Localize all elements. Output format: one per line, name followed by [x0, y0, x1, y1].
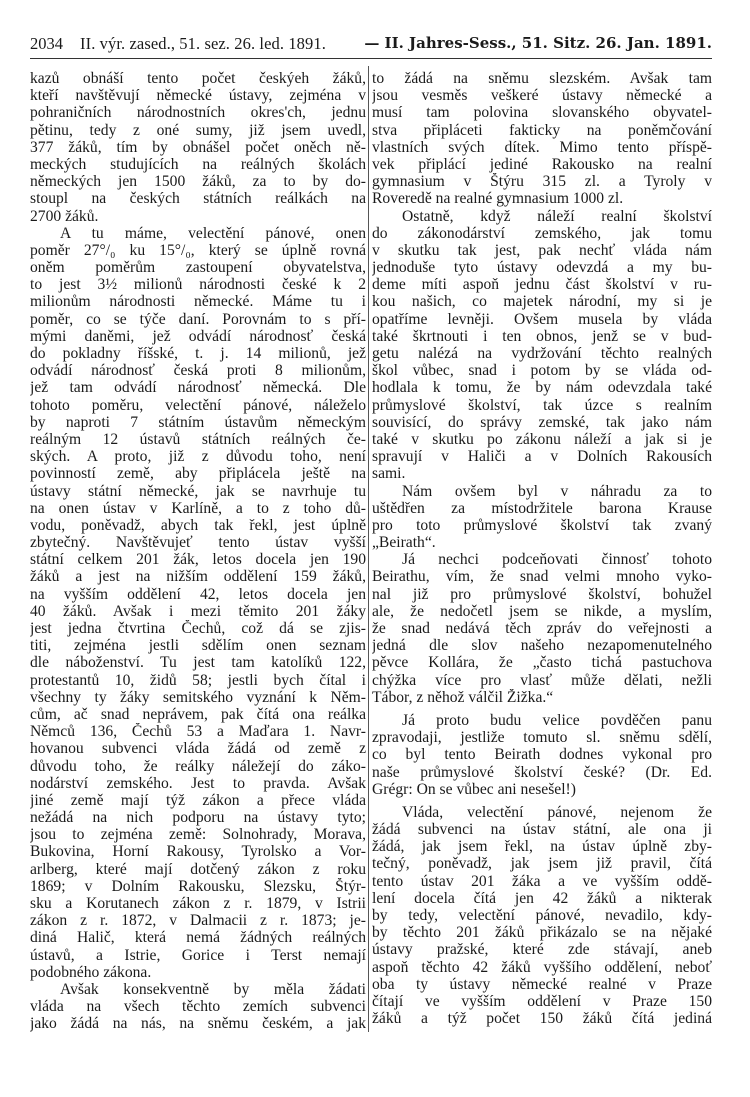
text-line: uštědřen za místodržitele barona Krause: [372, 499, 712, 517]
text-line: tohoto poměru, velectění pánové, náleželo: [30, 396, 366, 414]
text-line: zákon z r. 1872, v Dalmacii z r. 1873; je-: [30, 912, 366, 930]
text-line: pěvce Kollára, že „často tichá pastuchova: [372, 654, 712, 672]
text-line: poměr 27°/₀ ku 15°/₀, který se úplně rovná: [30, 241, 366, 259]
text-line: čítají ve vyšším oddělení v Praze 150: [372, 992, 712, 1010]
text-line: na onen ústav v Karlíně, a to z toho dů-: [30, 499, 366, 517]
text-line: kteří navštěvují německé ústavy, zejména v: [30, 87, 366, 105]
text-line: jest jedna čtvrtina Čechů, což dá se zjis-: [30, 620, 366, 637]
text-line: také v skutku po zákonu náleží a jak si je: [372, 430, 712, 448]
text-line: chýžka více pro vlasť může dělati, nežli: [372, 671, 712, 689]
text-line: gymnasium v Štýru 315 zl. a Tyroly v: [372, 173, 712, 191]
text-line: vek připlácí jediné Rakousko na realní: [372, 155, 712, 173]
text-line: státní celkem 201 žák, letos docela jen 190: [30, 551, 366, 569]
left-column: [30, 70, 366, 1033]
text-line: 1869; v Dolním Rakousku, Slezsku, Štýr-: [30, 877, 366, 895]
text-line: pětinu, tedy z oné sumy, již jsem uvedl,: [30, 121, 366, 139]
running-header: [30, 34, 712, 59]
text-line: to jest 3½ milionů národnosti české k 2: [30, 276, 366, 294]
paragraph: [372, 483, 712, 552]
text-line: pohraničních národnostních okres'ch, jednu: [30, 104, 366, 122]
text-line: žádá, jak jsem řekl, na ústav úplně zby-: [372, 838, 712, 856]
text-line: Já proto budu velice povděčen panu: [402, 711, 712, 729]
text-line: by těchto 201 žáků přikázalo se na nějaké: [372, 924, 712, 942]
text-line: povinností země, aby připlácela ještě na: [30, 465, 366, 483]
text-line: stva připláceti fakticky na poněmčování: [372, 121, 712, 139]
text-line: arlberg, které mají dotčený zákon z roku: [30, 860, 366, 878]
text-line: v skutku tak jest, pak nechť vláda nám: [372, 241, 712, 259]
text-line: Nám ovšem byl v náhradu za to: [402, 482, 712, 500]
text-line: musí tam polovina slovanského obyvatel-: [372, 104, 712, 122]
text-line: by tedy, velectění pánové, nevadilo, kdy-: [372, 907, 712, 924]
text-line: Já nechci podceňovati činnosť tohoto: [402, 551, 712, 569]
text-line: do zákonodárství zemského, jak tomu: [372, 224, 712, 242]
text-line: odvádí národnosť česká proti 8 milionům,: [30, 362, 366, 380]
text-line: A tu máme, velectění pánové, onen: [60, 224, 366, 242]
text-line: pro toto průmyslové školství tak zvaný: [372, 516, 712, 534]
text-line: to žádá na sněmu slezském. Avšak tam: [372, 70, 712, 87]
text-line: Tábor, z něhož válčil Žižka.“: [372, 688, 554, 706]
text-line: na vyšším oddělení 42, letos docela jen: [30, 585, 366, 603]
text-line: lení docela čítá jen 42 žáků a nikterak: [372, 889, 712, 907]
paragraph: [372, 712, 712, 798]
text-line: žáků a jest na nižším oddělení 159 žáků,: [30, 568, 366, 586]
text-line: důvodu toho, že reálky náležejí do záko-: [30, 757, 366, 775]
text-line: Němců 136, Čechů 53 a Maďara 1. Navr-: [30, 723, 366, 741]
text-line: do pokladny říšské, t. j. 14 milionů, jež: [30, 345, 366, 362]
text-line: kazů obnáší tento počet českýeh žáků,: [30, 70, 366, 87]
text-line: tento ústav 201 žáka a ve vyšším oddě-: [372, 872, 712, 890]
text-line: ale, že nedočetl jsem se nikde, a myslím,: [372, 602, 712, 620]
text-line: 40 žáků. Avšak i mezi těmito 201 žáky: [30, 602, 366, 620]
text-line: ústavy státní německé, jak se navrhuje tu: [30, 482, 366, 500]
text-line: oněm poměrům zastoupení obyvatelstva,: [30, 259, 366, 277]
text-line: ústavů, a Istrie, Gorice i Terst nemají: [30, 946, 366, 964]
text-line: nežádá na nich podporu na ústavy tyto;: [30, 809, 366, 827]
text-line: spravují v Haliči a v Dolních Rakousích: [372, 448, 712, 466]
text-line: jednoduše tyto ústavy odevzdá a my bu-: [372, 259, 712, 277]
text-line: getu nalézá na vydržování těchto realných: [372, 345, 712, 362]
text-line: cům, ač snad neprávem, pak čítá ona reálka: [30, 705, 366, 723]
text-line: žáků a týž počet 150 žáků čítá jediná: [372, 1010, 712, 1028]
text-line: jež tam odvádí národnosť německá. Dle: [30, 379, 366, 397]
right-column: [372, 70, 712, 1027]
text-line: škol vůbec, snad i potom by se vláda od-: [372, 362, 712, 380]
text-line: sami.: [372, 465, 406, 483]
text-line: „Beirath“.: [372, 534, 436, 552]
column-divider: [368, 66, 369, 1032]
page-number: 2034: [30, 34, 63, 53]
text-line: dle náboženství. Tu jest tam katolíků 122,: [30, 654, 366, 672]
text-line: naše průmyslové školství české? (Dr. Ed.: [372, 763, 712, 781]
text-line: by naproti 7 státním ústavům německým: [30, 413, 366, 431]
text-line: opatříme levněji. Ovšem musela by vláda: [372, 310, 712, 328]
text-line: Grégr: On se vůbec ani nesešel!): [372, 780, 576, 798]
text-line: vodu, poněvadž, abych tak řekl, jest úplně: [30, 516, 366, 534]
header-german: — II. Jahres-Sess., 51. Sitz. 26. Jan. 1891.: [364, 34, 712, 52]
text-line: zpravodaji, jestliže tomuto sl. sněmu sdělí,: [372, 729, 712, 747]
text-line: hodlala k tomu, že by nám odevzdala také: [372, 379, 712, 397]
text-line: Bukovina, Horní Rakousy, Tyrolsko a Vor-: [30, 843, 366, 861]
text-line: ských. A proto, již z důvodu toho, není: [30, 448, 366, 466]
text-line: protestantů 10, židů 58; jestli bych čítal i: [30, 671, 366, 689]
text-line: titi, zejména jestli sdělím onen seznam: [30, 637, 366, 655]
text-line: nal již pro průmyslové školství, bohužel: [372, 585, 712, 603]
text-line: tečný, poněvadž, jak jsem již pravil, čítá: [372, 855, 712, 873]
text-line: jako žádá na nás, na sněmu českém, a jak: [30, 1015, 366, 1033]
text-line: vlastních svých dítek. Mimo tento příspě-: [372, 138, 712, 156]
paragraph: [372, 804, 712, 1027]
text-line: sku a Korutanech zákon z r. 1879, v Istrii: [30, 895, 366, 912]
text-line: podobného zákona.: [30, 963, 152, 981]
text-line: žádá subvenci na ústav státní, ale ona ji: [372, 821, 712, 839]
paragraph: [30, 225, 366, 981]
text-line: co byl tento Beirath dodnes vykonal pro: [372, 746, 712, 764]
paragraph: [30, 981, 366, 1033]
text-line: jsou vesměs veškeré ústavy německé a: [372, 87, 712, 105]
text-line: zbytečný. Navštěvujeť tento ústav vyšší: [30, 534, 366, 552]
text-line: vláda na všech těchto zemích subvenci: [30, 998, 366, 1016]
text-line: jsou to zejména země: Solnohrady, Morava,: [30, 826, 366, 844]
text-line: reálným 12 ústavů státních reálných če-: [30, 430, 366, 448]
text-line: hovanou subvenci vláda žádá od země z: [30, 740, 366, 758]
text-line: že snad nedává těch zpráv do veřejnosti a: [372, 620, 712, 637]
text-line: také škrtnouti i ten obnos, jenž se v bud-: [372, 327, 712, 345]
text-line: milionům národnosti německé. Máme tu i: [30, 293, 366, 311]
text-line: jiné země mají týž zákon a přece vláda: [30, 791, 366, 809]
text-line: nodárství zemského. Jest to pravda. Avšak: [30, 774, 366, 792]
text-line: všechny ty žáky semitského vyznání k Něm-: [30, 688, 366, 706]
paragraph: [30, 70, 366, 225]
text-line: mými daněmi, jež odvádí národnosť česká: [30, 327, 366, 345]
text-line: ústavy pražské, které zde stávají, aneb: [372, 941, 712, 959]
text-line: meckých studujících na reálných školách: [30, 155, 366, 173]
text-line: poměr, co se týče daní. Porovnám to s pří-: [30, 310, 366, 328]
header-czech: II. výr. zased., 51. sez. 26. led. 1891.: [80, 34, 326, 53]
text-line: souvisící, do správy zemské, tak jako nám: [372, 413, 712, 431]
text-line: německých jen 1500 žáků, za to by do-: [30, 173, 366, 191]
text-line: diná Halič, která nemá žádných reálných: [30, 929, 366, 947]
text-line: Ostatně, když náleží realní školství: [402, 207, 712, 225]
text-line: stoupl na českých státních reálkách na: [30, 190, 366, 208]
text-line: 377 žáků, tím by obnášel počet oněch ně-: [30, 138, 366, 156]
text-line: Vláda, velectění pánové, nejenom že: [402, 803, 712, 821]
text-line: Roveredě na realné gymnasium 1000 zl.: [372, 190, 624, 208]
text-line: oba ty ústavy německé realné v Praze: [372, 975, 712, 993]
paragraph: [372, 70, 712, 208]
text-line: jedná dle slov našeho nezapomenutelného: [372, 637, 712, 655]
text-line: aspoň těchto 42 žáků vyššího oddělení, neboť: [372, 958, 712, 976]
paragraph: [372, 208, 712, 483]
text-line: Beirathu, vím, že snad velmi mnoho vyko-: [372, 568, 712, 586]
paragraph: [372, 551, 712, 706]
text-line: průmyslové školství, tak úzce s realním: [372, 396, 712, 414]
text-line: 2700 žáků.: [30, 207, 99, 225]
text-line: deme míti aspoň jednu část školství v ru-: [372, 276, 712, 294]
text-line: kou našich, co majetek národní, my si je: [372, 293, 712, 311]
text-line: Avšak konsekventně by měla žádati: [60, 980, 366, 998]
